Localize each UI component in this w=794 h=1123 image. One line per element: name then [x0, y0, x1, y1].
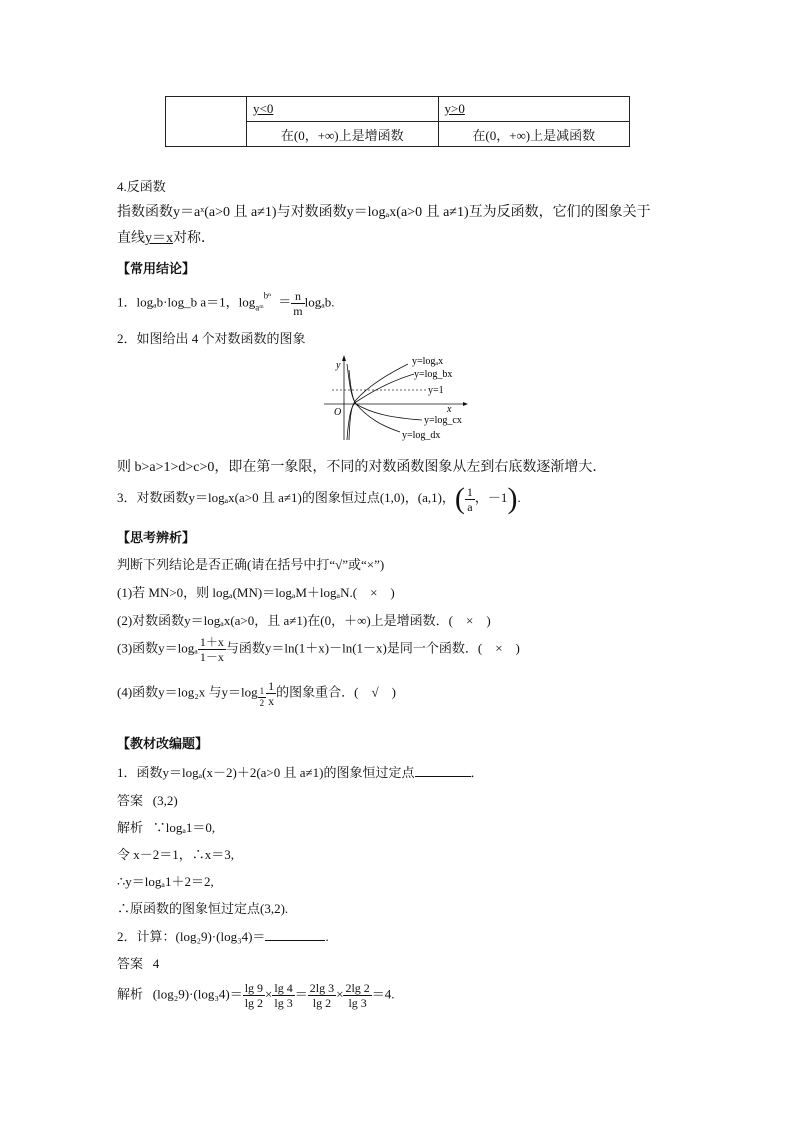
problem-1: 1．函数y＝logₐ(x－2)＋2(a>0 且 a≠1)的图象恒过定点 ． — [117, 765, 484, 780]
paragraph: 指数函数y＝aˣ(a>0 且 a≠1)与对数函数y＝logₐx(a>0 且 a≠1)互为反函数，它们的图象关于 — [117, 205, 651, 220]
curve-c — [347, 364, 422, 420]
fraction: $\frac{\lg 9}{\lg 2}$ — [244, 981, 264, 1010]
analysis-line: ∴y＝logₐ1＋2＝2, — [117, 874, 214, 889]
conclusion-3: 3．对数函数y＝logₐx(a>0 且 a≠1)的图象恒过点(1,0)，(a,1)，( $\frac{1}{a}$ ，－1). — [117, 482, 521, 515]
underlined-answer: y＝x — [145, 231, 173, 246]
fraction: $\frac{2\lg 3}{\lg 2}$ — [309, 981, 335, 1010]
table-cell: 在(0，+∞)上是减函数 — [438, 122, 630, 147]
answer-1: 答案 (3,2) — [117, 793, 178, 808]
question-2: (2)对数函数y＝logₐx(a>0，且 a≠1)在(0，＋∞)上是增函数．( × ) — [117, 613, 491, 628]
table-cell: y>0 — [438, 97, 630, 122]
label-curve-d: y=log_dx — [402, 430, 441, 441]
label-curve-a: y=logₐx — [412, 356, 444, 367]
fraction: $\frac{\lg 4}{\lg 3}$ — [274, 981, 293, 1010]
label-curve-c: y=log_cx — [424, 415, 462, 426]
fraction: $\frac{n}{m}$ — [293, 289, 303, 318]
conclusion-2-text: 则 b>a>1>d>c>0，即在第一象限，不同的对数函数图象从左到右底数逐渐增大． — [117, 460, 607, 475]
curve-b — [349, 364, 408, 440]
answer-blank — [415, 776, 471, 777]
answer-2: 答案 4 — [117, 956, 160, 971]
y-axis-arrow — [342, 355, 346, 361]
analysis-1: 解析 ∵logₐ1＝0, — [117, 820, 216, 835]
label-y-axis: y — [336, 360, 341, 371]
section-heading: 【常用结论】 — [117, 261, 196, 276]
conclusion-2: 2．如图给出 4 个对数函数的图象 — [117, 331, 306, 346]
table-cell: y<0 — [247, 97, 439, 122]
analysis-line: ∴原函数的图象恒过定点(3,2). — [117, 901, 289, 916]
paragraph: 判断下列结论是否正确(请在括号中打“√”或“×”) — [117, 557, 385, 572]
problem-2: 2．计算：(log₂9)·(log₃4)＝ . — [117, 929, 329, 944]
log-function-graph — [322, 352, 472, 444]
table-row — [166, 97, 630, 122]
question-1: (1)若 MN>0，则 logₐ(MN)＝logₐM＋logₐN.( × ) — [117, 585, 395, 600]
conclusion-1: 1．logₐb·log_b a＝1，$\log_{aᵐ}^{b^n}$ ＝ $\frac{n}{m}$ logₐb. — [117, 289, 335, 318]
table-cell-empty — [166, 97, 247, 147]
curve-d — [349, 370, 400, 432]
answer-blank — [265, 940, 325, 941]
question-4: (4)函数y＝log₂x 与y＝log $\frac{1}{2}$ $\frac{1}{x}$ 的图象重合．( √ ) — [117, 679, 396, 709]
fraction: $\frac{1}{a}$ — [466, 484, 473, 514]
label-curve-b: y=log_bx — [414, 369, 453, 380]
fraction: $\frac{1+x}{1-x}$ — [199, 635, 224, 664]
analysis-line: 令 x－2＝1，∴x＝3, — [117, 847, 235, 862]
fraction: $\frac{2\lg 2}{\lg 3}$ — [345, 981, 370, 1010]
fraction-base: $\frac{1}{2}$ — [259, 686, 265, 709]
label-origin: O — [334, 407, 342, 418]
x-axis-arrow — [463, 402, 468, 406]
section-heading: 【教材改编题】 — [117, 736, 209, 751]
section-heading: 4.反函数 — [117, 179, 166, 194]
paragraph: 直线y＝x对称． — [117, 231, 215, 246]
fraction: $\frac{1}{x}$ — [268, 679, 275, 708]
question-3: (3)函数y＝logₐ $\frac{1+x}{1-x}$ 与函数y＝ln(1＋x)－ln(1－x)是同一个函数．( × ) — [117, 635, 520, 664]
label-y-equals-1: y=1 — [428, 385, 444, 396]
table-cell: 在(0，+∞)上是增函数 — [247, 122, 439, 147]
analysis-2: 解析 (log₂9)·(log₃4)＝ $\frac{\lg 9}{\lg 2}$ × $\frac{\lg 4}{\lg 3}$ ＝ $\frac{2\lg 3}{\lg 2}$ × $\frac{2\lg 2}{\lg 3}$ ＝4. — [117, 981, 395, 1010]
properties-table — [165, 96, 630, 147]
label-x-axis: x — [447, 404, 452, 415]
section-heading: 【思考辨析】 — [117, 530, 196, 545]
